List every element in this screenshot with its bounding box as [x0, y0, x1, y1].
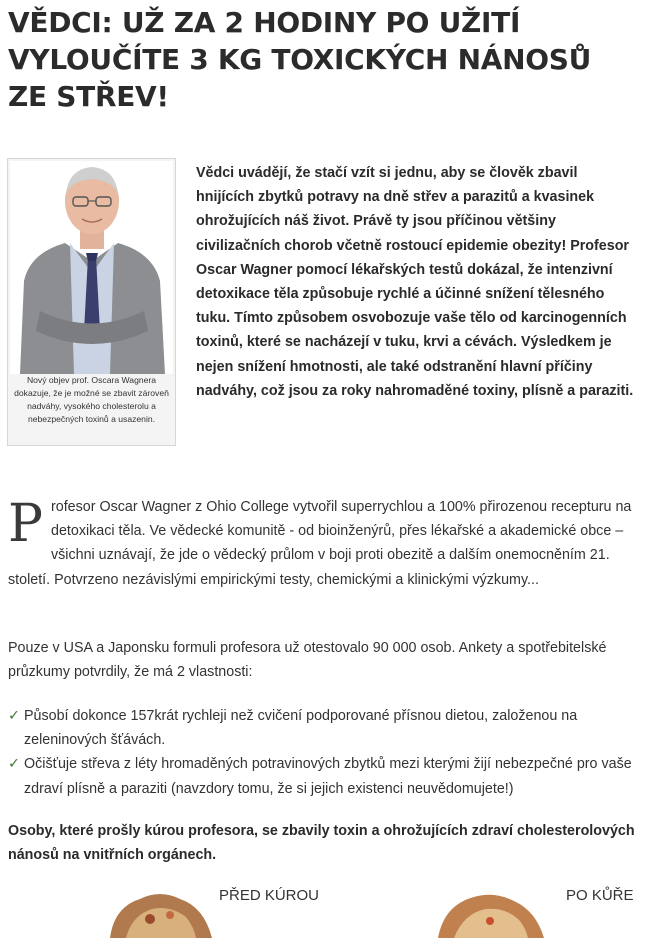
list-item-text: Působí dokonce 157krát rychleji než cvičení podporované přísnou dietou, založenou na zeleninových šťávách.: [24, 708, 578, 749]
checkmark-icon: ✓: [8, 708, 20, 724]
professor-figure: [7, 158, 176, 446]
after-image: [430, 885, 550, 938]
body-paragraph-1-text: rofesor Oscar Wagner z Ohio College vytvořil superrychlou a 100% přirozenou recepturu na detoxikaci těla. Ve vědecké komunitě - od bioinženýrů, přes lékařské a akademické obce – všichni uznávají, že jde o vědecký průlom v boji proti obezitě a dalším onemocněním 21. století. Potvrzeno nezávislými empirickými testy, chemickými a klinickými výzkumy...: [8, 499, 632, 588]
body-paragraph-3: Osoby, které prošly kúrou profesora, se zbavily toxin a ohrožujících zdraví cholesterolových nánosů na vnitřních orgánech.: [8, 823, 635, 864]
body-paragraph-2: Pouze v USA a Japonsku formuli profesora už otestovalo 90 000 osob. Ankety a spotřebitelské průzkumy potvrdily, že má 2 vlastnosti:: [8, 640, 607, 681]
before-image: [100, 885, 220, 938]
list-item: [8, 752, 638, 800]
after-label: PO KŮŘE: [566, 887, 634, 904]
checkmark-icon: ✓: [8, 756, 20, 773]
list-item-text: Očišťuje střeva z léty hromaděných potravinových zbytků mezi kterými žijí nebezpečné pro vaše zdraví plísně a paraziti (navzdory tomu, že si jejich existenci neuvědomujete!): [24, 756, 632, 797]
benefit-checklist: [8, 704, 638, 801]
before-label: PŘED KÚROU: [219, 887, 320, 904]
article-title: VĚDCI: UŽ ZA 2 HODINY PO UŽITÍ VYLOUČÍTE 3 KG TOXICKÝCH NÁNOSŮ ZE STŘEV!: [8, 6, 592, 113]
intro-paragraph: Vědci uvádějí, že stačí vzít si jednu, aby se člověk zbavil hnijících zbytků potravy na dně střev a parazitů a kvasinek ohrožujících náš život. Právě ty jsou příčinou většiny civilizačních chorob včetně rostoucí epidemie obezity! Profesor Oscar Wagner pomocí lékařských testů dokázal, že intenzivní detoxikace těla způsobuje rychlé a účinné snížení tělesného tuku. Tímto způsobem osvobozuje vaše tělo od karcinogenních toxinů, které se nacházejí v tuku, krvi a cévách. Výsledkem je nejen snížení hmotnosti, ale také odstranění hlavní příčiny nadváhy, což jsou za roky nahromaděné toxiny, plísně a paraziti.: [196, 165, 634, 399]
body-paragraph-1: [8, 495, 636, 592]
professor-photo: [10, 161, 173, 374]
figure-caption: Nový objev prof. Oscara Wagnera dokazuje, že je možné se zbavit zároveň nadváhy, vysokého cholesterolu a nebezpečných toxinů a usazenin.: [14, 375, 169, 424]
drop-cap: P: [8, 494, 43, 554]
list-item: [8, 704, 638, 752]
